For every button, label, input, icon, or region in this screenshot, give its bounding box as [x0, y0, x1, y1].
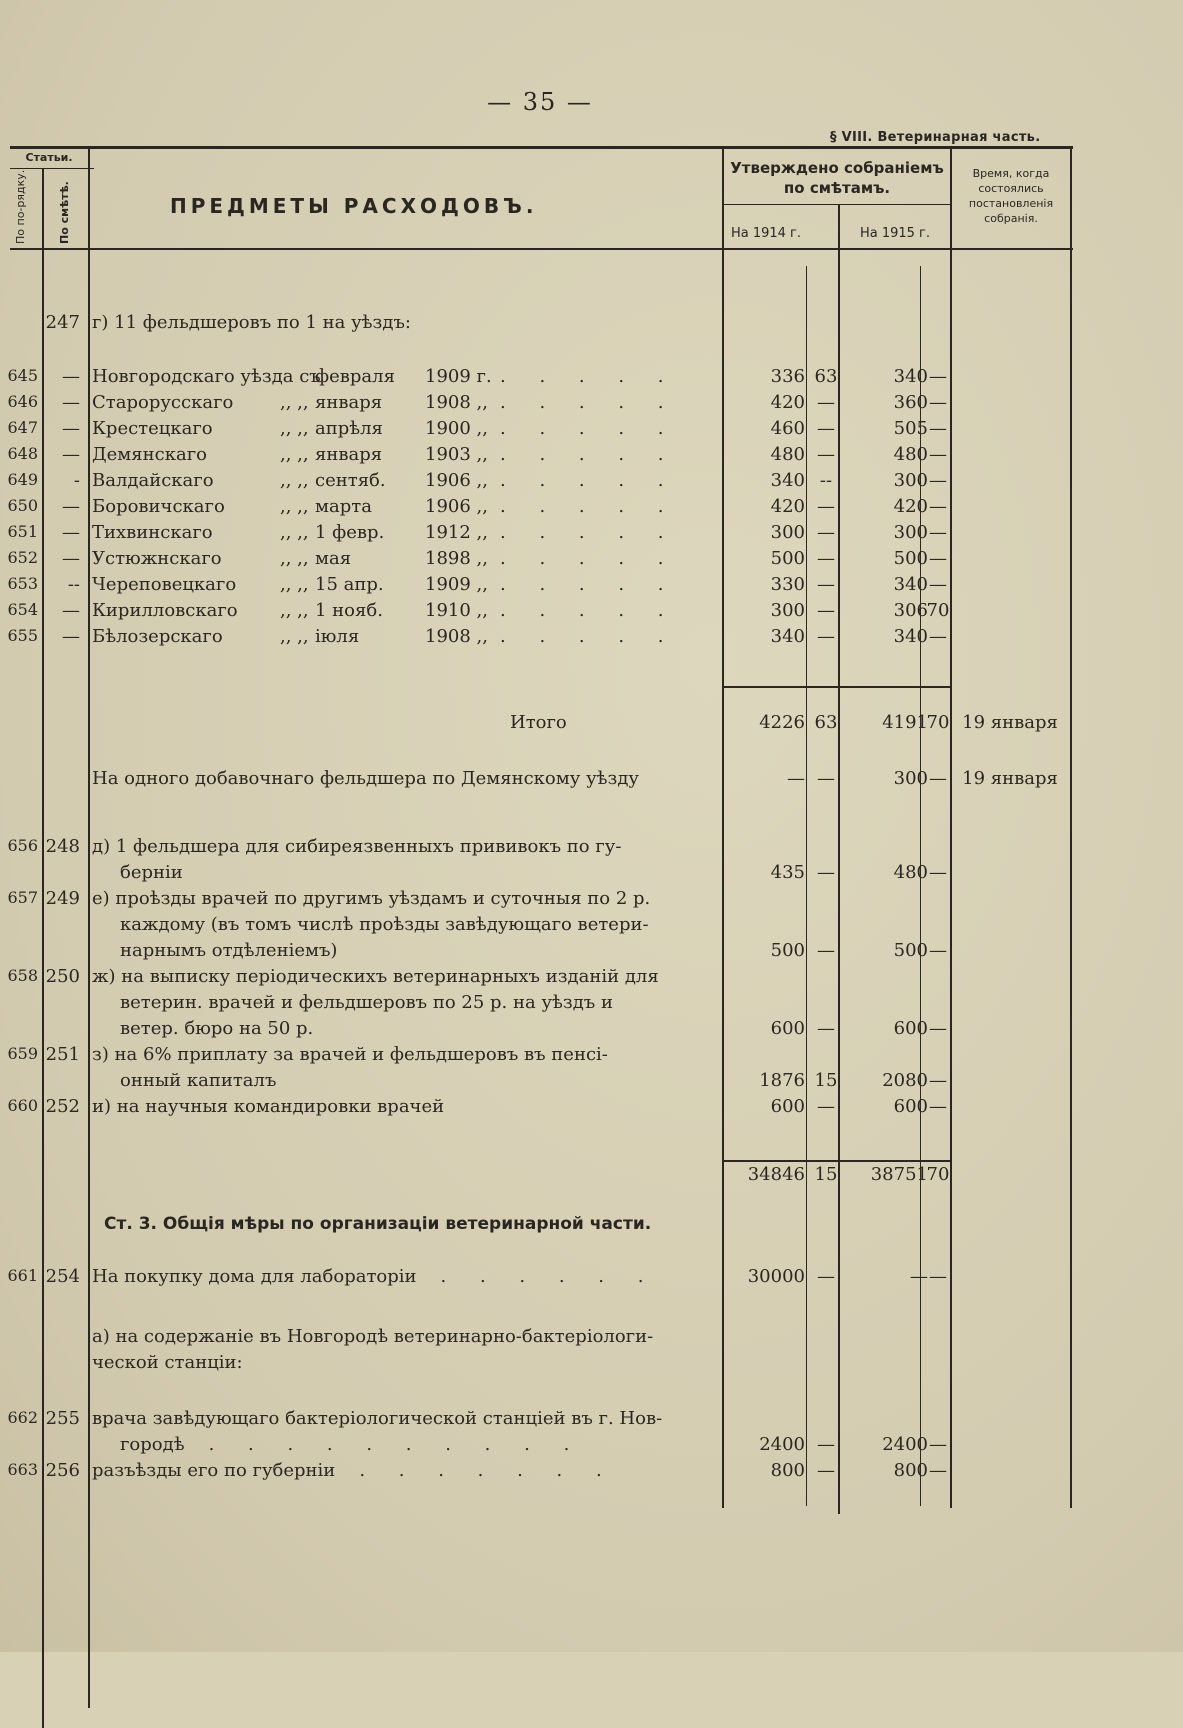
item-row-line [0, 1018, 1183, 1044]
item-description-cont: нарнымъ отдѣленіемъ) [120, 940, 338, 961]
value-1915-rub: 500 [893, 548, 928, 569]
leader-dots: . . . . . [500, 522, 678, 543]
value-1915-rub: 340 [893, 574, 928, 595]
uezd-name: Кирилловскаго [92, 600, 238, 621]
value-1915-kop: — [929, 862, 947, 883]
page-number: — 35 — [487, 88, 593, 116]
uezd-row [0, 392, 1183, 418]
value-1914-rub: 300 [770, 522, 805, 543]
value-1915-kop: — [929, 470, 947, 491]
ditto-marks: ,, ,, [280, 496, 309, 517]
start-month: мая [315, 548, 352, 569]
smeta-number: — [62, 548, 80, 569]
item-255-row-1 [0, 1408, 1183, 1434]
uezd-name: Череповецкаго [92, 574, 237, 595]
order-number: 657 [7, 888, 38, 907]
value-1914-kop: — [817, 1434, 835, 1455]
value-1915-rub: 4191 [882, 712, 928, 733]
value-1915-rub: 420 [893, 496, 928, 517]
leader-dots: . . . . . [500, 626, 678, 647]
header-bottom-rule [10, 248, 1073, 250]
value-1914-kop: -- [819, 470, 833, 491]
value-1915-rub: 480 [893, 862, 928, 883]
item-description: е) проѣзды врачей по другимъ уѣздамъ и суточныя по 2 р. [92, 888, 651, 909]
item-row-line [0, 966, 1183, 992]
item-255-row-2 [0, 1434, 1183, 1460]
lab-line-1 [0, 1326, 1183, 1352]
order-number: 659 [7, 1044, 38, 1063]
value-1914-kop: — [817, 574, 835, 595]
value-1914-rub: 420 [770, 392, 805, 413]
uezd-name: Демянскаго [92, 444, 207, 465]
item-description: а) на содержаніе въ Новгородѣ ветеринарно-бактеріологи- [92, 1326, 654, 1347]
value-1915-kop: — [929, 418, 947, 439]
header-vremya: Время, когда состоялись постановленія собранія. [968, 167, 1054, 225]
leader-dots: . . . . . [500, 366, 678, 387]
value-1915-kop: — [929, 392, 947, 413]
value-1915-kop: — [929, 574, 947, 595]
value-1915-rub: 505 [893, 418, 928, 439]
item-description: з) на 6% приплату за врачей и фельдшеровъ въ пенсі- [92, 1044, 608, 1065]
value-1915-rub: 300 [893, 470, 928, 491]
value-1914-kop: — [817, 1266, 835, 1287]
item-description: д) 1 фельдшера для сибиреязвенныхъ прививокъ по гу- [92, 836, 622, 857]
item-row-line [0, 992, 1183, 1018]
item-row-line [0, 888, 1183, 914]
value-1915-kop: — [929, 940, 947, 961]
leader-dots: . . . . . [500, 496, 678, 517]
item-description: и) на научныя командировки врачей [92, 1096, 445, 1117]
start-month: января [315, 392, 383, 413]
value-1914-kop: — [817, 862, 835, 883]
value-1914-rub: 30000 [747, 1266, 805, 1287]
start-year: 1900 ,, [425, 418, 488, 439]
uezd-row [0, 444, 1183, 470]
header-na-1915: На 1915 г. [859, 226, 931, 241]
start-month: марта [315, 496, 372, 517]
value-1914-rub: 435 [770, 862, 805, 883]
value-1915-rub: 600 [893, 1096, 928, 1117]
item-description-cont: онный капиталъ [120, 1070, 277, 1091]
uezd-name: Валдайскаго [92, 470, 214, 491]
leader-dots: . . . . . [500, 418, 678, 439]
value-1915-kop: — [929, 444, 947, 465]
value-1915-kop: — [929, 1070, 947, 1091]
value-1915-kop: — [929, 626, 947, 647]
value-1915-rub: 38751 [870, 1164, 928, 1185]
value-1914-kop: — [817, 496, 835, 517]
value-1914-kop: — [817, 626, 835, 647]
col-line-3 [722, 148, 724, 1508]
top-rule [10, 146, 1073, 149]
uezd-row [0, 548, 1183, 574]
item-description-cont: ческой станціи: [92, 1352, 243, 1373]
item-description: врача завѣдующаго бактеріологической станціей въ г. Нов- [92, 1408, 663, 1429]
item-description: г) 11 фельдшеровъ по 1 на уѣздъ: [92, 312, 411, 333]
ditto-marks: ,, ,, [280, 470, 309, 491]
value-1915-rub: 600 [893, 1018, 928, 1039]
item-description-cont: берніи [120, 862, 183, 883]
value-1915-kop: 70 [926, 712, 950, 733]
item-description: ж) на выписку періодическихъ ветеринарныхъ изданій для [92, 966, 659, 987]
value-1914-rub: — [787, 768, 805, 789]
leader-dots: . . . . . [500, 600, 678, 621]
article-3-title: Ст. 3. Общія мѣры по организаціи ветеринарной части. [104, 1214, 652, 1234]
leader-dots: . . . . . [500, 392, 678, 413]
start-month: іюля [315, 626, 360, 647]
leader-dots: . . . . . [500, 548, 678, 569]
value-1914-rub: 420 [770, 496, 805, 517]
uezd-row [0, 574, 1183, 600]
uezd-name: Бѣлозерскаго [92, 626, 223, 647]
order-number: 651 [7, 522, 38, 541]
value-1915-kop: — [929, 768, 947, 789]
item-row-line [0, 914, 1183, 940]
smeta-number: - [73, 470, 80, 491]
order-number: 663 [7, 1460, 38, 1479]
value-1915-kop: — [929, 548, 947, 569]
smeta-number: — [62, 392, 80, 413]
order-number: 652 [7, 548, 38, 567]
value-1915-rub: 500 [893, 940, 928, 961]
start-year: 1909 ,, [425, 574, 488, 595]
value-1914-rub: 340 [770, 626, 805, 647]
ditto-marks: ,, ,, [280, 444, 309, 465]
ditto-marks: ,, ,, [280, 548, 309, 569]
start-year: 1908 ,, [425, 392, 488, 413]
value-1914-rub: 500 [770, 548, 805, 569]
start-year: 1906 ,, [425, 470, 488, 491]
value-1914-kop: — [817, 548, 835, 569]
start-month: 15 апр. [315, 574, 384, 595]
item-row-line [0, 1044, 1183, 1070]
uezd-row [0, 366, 1183, 392]
header-predmety: ПРЕДМЕТЫ РАСХОДОВЪ. [170, 194, 538, 218]
start-month: 1 февр. [315, 522, 385, 543]
uezd-name: Крестецкаго [92, 418, 213, 439]
smeta-number: 249 [45, 888, 80, 909]
item-row-line [0, 1070, 1183, 1096]
lab-line-2 [0, 1352, 1183, 1378]
value-1914-rub: 1876 [759, 1070, 805, 1091]
value-1914-rub: 800 [770, 1460, 805, 1481]
smeta-number: 247 [45, 312, 80, 333]
value-1914-rub: 34846 [747, 1164, 805, 1185]
ditto-marks: ,, ,, [280, 626, 309, 647]
order-number: 645 [7, 366, 38, 385]
item-description: На покупку дома для лабораторіи . . . . . . [92, 1266, 658, 1287]
col-line-7 [950, 148, 952, 1508]
article-3-heading [0, 1214, 1183, 1240]
value-1914-kop: — [817, 1460, 835, 1481]
value-1914-rub: 330 [770, 574, 805, 595]
value-1915-kop: — [929, 1266, 947, 1287]
start-year: 1906 ,, [425, 496, 488, 517]
leader-dots: . . . . . [500, 574, 678, 595]
smeta-number: — [62, 444, 80, 465]
leader-dots: . . . . . [500, 444, 678, 465]
item-row-line [0, 836, 1183, 862]
value-1915-rub: 2400 [882, 1434, 928, 1455]
value-1914-kop: — [817, 1018, 835, 1039]
header-po-smete: По смѣтѣ. [58, 181, 71, 244]
smeta-number: — [62, 600, 80, 621]
item-description-cont: городѣ . . . . . . . . . . [120, 1434, 584, 1455]
value-1914-rub: 340 [770, 470, 805, 491]
uezd-name: Устюжнскаго [92, 548, 222, 569]
value-1914-rub: 600 [770, 1018, 805, 1039]
smeta-number: 252 [45, 1096, 80, 1117]
header-na-1914: На 1914 г. [730, 226, 802, 241]
header-po-poryadku: По по-рядку. [14, 169, 27, 244]
section-title: § VIII. Ветеринарная часть. [830, 130, 1041, 145]
value-1915-kop: — [929, 496, 947, 517]
value-1914-kop: 15 [814, 1070, 838, 1091]
start-month: января [315, 444, 383, 465]
order-number: 649 [7, 470, 38, 489]
smeta-number: — [62, 522, 80, 543]
start-year: 1898 ,, [425, 548, 488, 569]
item-256-row [0, 1460, 1183, 1486]
uezd-row [0, 496, 1183, 522]
smeta-number: 256 [45, 1460, 80, 1481]
value-1914-rub: 600 [770, 1096, 805, 1117]
value-1914-kop: — [817, 522, 835, 543]
item-description: На одного добавочнаго фельдшера по Демянскому уѣзду [92, 768, 640, 789]
item-description: разъѣзды его по губерніи . . . . . . . [92, 1460, 616, 1481]
col-line-8 [1070, 148, 1072, 1508]
uezd-name: Боровичскаго [92, 496, 225, 517]
decision-time: 19 января [962, 768, 1058, 789]
order-number: 660 [7, 1096, 38, 1115]
value-1915-rub: 2080 [882, 1070, 928, 1091]
item-247-row [0, 312, 1183, 338]
value-1914-rub: 336 [770, 366, 805, 387]
uezd-row [0, 522, 1183, 548]
smeta-number: -- [67, 574, 80, 595]
start-month: февраля [315, 366, 395, 387]
header-stati: Статьи. [25, 151, 73, 164]
leader-dots: . . . . . [500, 470, 678, 491]
order-number: 648 [7, 444, 38, 463]
item-row-line [0, 1096, 1183, 1122]
value-1915-rub: 300 [893, 522, 928, 543]
value-1915-kop: — [929, 366, 947, 387]
value-1914-kop: — [817, 768, 835, 789]
uezd-name: Новгородскаго уѣзда съ [92, 366, 321, 387]
smeta-number: 250 [45, 966, 80, 987]
order-number: 661 [7, 1266, 38, 1285]
smeta-number: 254 [45, 1266, 80, 1287]
value-1914-kop: 15 [814, 1164, 838, 1185]
item-description-cont: ветерин. врачей и фельдшеровъ по 25 р. на уѣздъ и [120, 992, 613, 1013]
value-1914-kop: 63 [814, 366, 838, 387]
order-number: 647 [7, 418, 38, 437]
value-1914-rub: 500 [770, 940, 805, 961]
order-number: 658 [7, 966, 38, 985]
header-mid-rule [722, 204, 950, 205]
ditto-marks: ,, ,, [280, 392, 309, 413]
itogo-label: Итого [510, 712, 567, 733]
uezd-name: Старорусскаго [92, 392, 234, 413]
smeta-number: — [62, 496, 80, 517]
start-year: 1903 ,, [425, 444, 488, 465]
value-1914-rub: 4226 [759, 712, 805, 733]
value-1915-kop: — [929, 1460, 947, 1481]
uezd-row [0, 418, 1183, 444]
item-row-line [0, 940, 1183, 966]
value-1915-rub: 480 [893, 444, 928, 465]
value-1914-rub: 460 [770, 418, 805, 439]
start-month: сентяб. [315, 470, 386, 491]
value-1915-rub: 800 [893, 1460, 928, 1481]
total-rule [722, 1160, 950, 1162]
start-month: 1 нояб. [315, 600, 383, 621]
value-1915-rub: 360 [893, 392, 928, 413]
smeta-number: 251 [45, 1044, 80, 1065]
start-year: 1912 ,, [425, 522, 488, 543]
order-number: 656 [7, 836, 38, 855]
value-1915-rub: — [910, 1266, 928, 1287]
ditto-marks: ,, ,, [280, 574, 309, 595]
smeta-number: 255 [45, 1408, 80, 1429]
order-number: 654 [7, 600, 38, 619]
value-1914-kop: — [817, 444, 835, 465]
value-1914-rub: 480 [770, 444, 805, 465]
itogo-rule [722, 686, 950, 688]
start-year: 1910 ,, [425, 600, 488, 621]
value-1914-kop: — [817, 1096, 835, 1117]
start-year: 1909 г. [425, 366, 492, 387]
value-1915-kop: 70 [926, 600, 950, 621]
value-1915-kop: — [929, 1096, 947, 1117]
value-1914-kop: — [817, 418, 835, 439]
value-1915-rub: 306 [893, 600, 928, 621]
value-1914-kop: — [817, 600, 835, 621]
value-1915-rub: 340 [893, 366, 928, 387]
uezd-row [0, 626, 1183, 652]
value-1915-kop: — [929, 522, 947, 543]
itogo-row [0, 712, 1183, 738]
value-1915-kop: — [929, 1434, 947, 1455]
order-number: 655 [7, 626, 38, 645]
item-254-row [0, 1266, 1183, 1292]
order-number: 662 [7, 1408, 38, 1427]
value-1914-kop: — [817, 940, 835, 961]
decision-time: 19 января [962, 712, 1058, 733]
uezd-name: Тихвинскаго [92, 522, 213, 543]
item-description-cont: каждому (въ томъ числѣ проѣзды завѣдующаго ветери- [120, 914, 649, 935]
value-1915-kop: — [929, 1018, 947, 1039]
uezd-row [0, 600, 1183, 626]
item-description-cont: ветер. бюро на 50 р. [120, 1018, 314, 1039]
ditto-marks: ,, ,, [280, 600, 309, 621]
value-1914-kop: 63 [814, 712, 838, 733]
value-1915-kop: 70 [926, 1164, 950, 1185]
smeta-number: 248 [45, 836, 80, 857]
value-1914-rub: 2400 [759, 1434, 805, 1455]
value-1914-rub: 300 [770, 600, 805, 621]
ditto-marks: ,, ,, [280, 522, 309, 543]
header-utverzhdeno: Утверждено собраніемъ по смѣтамъ. [730, 159, 944, 197]
smeta-number: — [62, 366, 80, 387]
order-number: 646 [7, 392, 38, 411]
item-row-line [0, 862, 1183, 888]
ditto-marks: ,, ,, [280, 418, 309, 439]
dobav-row [0, 768, 1183, 794]
order-number: 653 [7, 574, 38, 593]
value-1915-rub: 340 [893, 626, 928, 647]
value-1915-rub: 300 [893, 768, 928, 789]
order-number: 650 [7, 496, 38, 515]
smeta-number: — [62, 418, 80, 439]
uezd-row [0, 470, 1183, 496]
value-1914-kop: — [817, 392, 835, 413]
total-row [0, 1164, 1183, 1190]
start-month: апрѣля [315, 418, 383, 439]
smeta-number: — [62, 626, 80, 647]
start-year: 1908 ,, [425, 626, 488, 647]
